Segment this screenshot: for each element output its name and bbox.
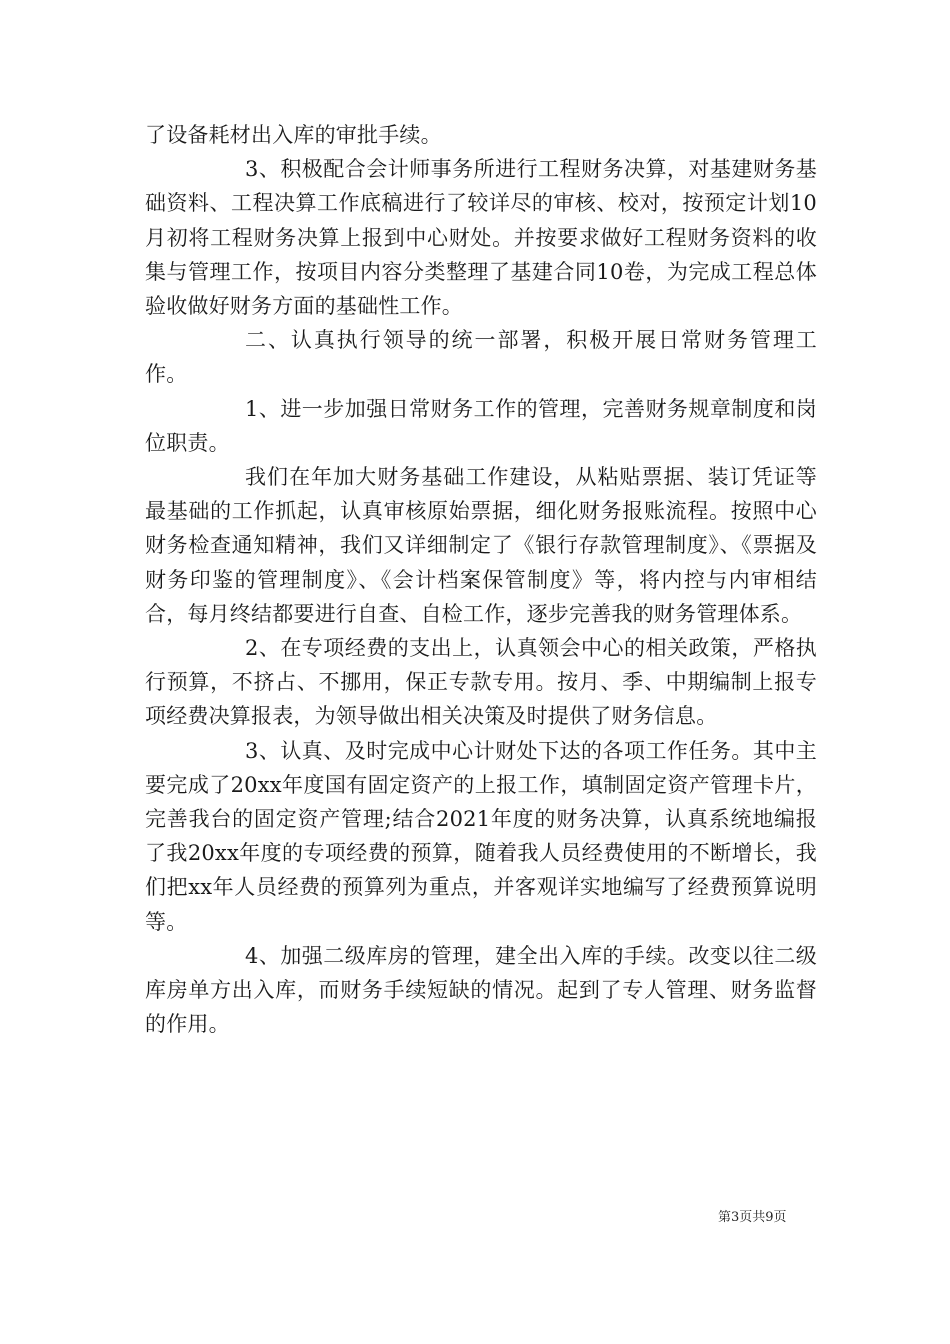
paragraph-item-3-engineering-settlement: 3、积极配合会计师事务所进行工程财务决算，对基建财务基础资料、工程决算工作底稿进行了较详尽的审核、校对，按预定计划10月初将工程财务决算上报到中心财处。并按要求做好工程财务资料的收集与管理工作，按项目内容分类整理了基建合同10卷，为完成工程总体验收做好财务方面的基础性工作。 bbox=[145, 157, 817, 319]
paragraph-item-1-daily-management: 1、进一步加强日常财务工作的管理，完善财务规章制度和岗位职责。 bbox=[145, 396, 817, 455]
section-heading-two: 二、认真执行领导的统一部署，积极开展日常财务管理工作。 bbox=[145, 328, 817, 387]
paragraph-item-2-special-funds: 2、在专项经费的支出上，认真领会中心的相关政策，严格执行预算，不挤占、不挪用，保正专款专用。按月、季、中期编制上报专项经费决算报表，为领导做出相关决策及时提供了财务信息。 bbox=[145, 636, 817, 729]
paragraph-item-3-tasks: 3、认真、及时完成中心计财处下达的各项工作任务。其中主要完成了20xx年度国有固定资产的上报工作，填制固定资产管理卡片，完善我台的固定资产管理;结合2021年度的财务决算，认真系统地编报了我20xx年度的专项经费的预算，随着我人员经费使用的不断增长，我们把xx年人员经费的预算列为重点，并客观详实地编写了经费预算说明等。 bbox=[145, 738, 817, 934]
paragraph-item-4-warehouse: 4、加强二级库房的管理，建全出入库的手续。改变以往二级库房单方出入库，而财务手续短缺的情况。起到了专人管理、财务监督的作用。 bbox=[145, 943, 817, 1037]
page-label: 第3页共9页 bbox=[718, 1210, 787, 1225]
paragraph-continuation: 了设备耗材出入库的审批手续。 bbox=[145, 123, 442, 147]
paragraph-basic-work: 我们在年加大财务基础工作建设，从粘贴票据、装订凭证等最基础的工作抓起，认真审核原始票据，细化财务报账流程。按照中心财务检查通知精神，我们又详细制定了《银行存款管理制度》、《票据及财务印鉴的管理制度》、《会计档案保管制度》等，将内控与内审相结合，每月终结都要进行自查、自检工作，逐步完善我的财务管理体系。 bbox=[145, 465, 817, 626]
document-body bbox=[145, 118, 817, 1041]
page-number-footer bbox=[718, 1206, 787, 1225]
